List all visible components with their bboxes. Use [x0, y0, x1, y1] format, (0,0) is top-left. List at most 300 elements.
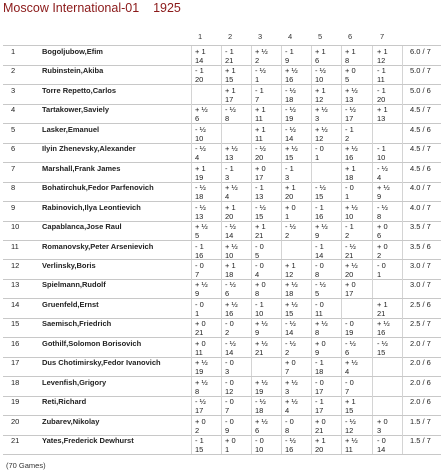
- player-name: Zubarev,Nikolay: [42, 416, 100, 426]
- column-divider: [402, 299, 403, 318]
- column-divider: [191, 65, 192, 84]
- opponent-number: 6: [255, 425, 260, 435]
- round-result: - ½: [285, 222, 296, 232]
- round-result: + 1: [315, 47, 326, 56]
- round-result: - ½: [345, 105, 356, 115]
- opponent-number: 18: [345, 172, 354, 182]
- round-result: - ½: [285, 319, 296, 329]
- column-divider: [221, 143, 222, 162]
- column-divider: [341, 163, 342, 182]
- column-divider: [311, 182, 312, 201]
- column-divider: [372, 260, 373, 279]
- column-divider: [372, 377, 373, 396]
- round-result: + 0: [285, 202, 296, 212]
- round-result: - 1: [315, 241, 324, 251]
- round-result: - ½: [255, 202, 266, 212]
- rank: 11: [11, 241, 19, 251]
- round-result: + 1: [285, 260, 296, 270]
- round-result: + ½: [255, 319, 268, 329]
- column-divider: [402, 104, 403, 123]
- opponent-number: 14: [285, 133, 294, 143]
- column-divider: [402, 435, 403, 454]
- round-result: - 0: [377, 436, 386, 445]
- round-result: + 1: [377, 299, 388, 309]
- column-header: 7: [380, 32, 385, 41]
- column-divider: [341, 318, 342, 337]
- column-divider: [221, 377, 222, 396]
- opponent-number: 8: [255, 289, 260, 299]
- column-divider: [372, 85, 373, 104]
- player-name: Dus Chotimirsky,Fedor Ivanovich: [42, 358, 161, 368]
- column-divider: [311, 416, 312, 435]
- player-name: Rubinstein,Akiba: [42, 66, 104, 76]
- column-divider: [191, 299, 192, 318]
- round-result: - 0: [315, 377, 324, 387]
- round-result: + 1: [345, 47, 356, 56]
- opponent-number: 12: [377, 56, 386, 65]
- player-name: Saemisch,Friedrich: [42, 319, 112, 329]
- round-result: + ½: [315, 319, 328, 329]
- opponent-number: 7: [345, 386, 350, 396]
- rank: 10: [11, 222, 20, 232]
- round-result: + ½: [255, 416, 268, 426]
- opponent-number: 15: [285, 153, 294, 163]
- opponent-number: 15: [225, 75, 234, 85]
- column-divider: [402, 357, 403, 376]
- round-result: + ½: [285, 280, 298, 290]
- column-divider: [402, 202, 403, 221]
- total-score: 4.0 / 7: [410, 183, 431, 193]
- opponent-number: 19: [195, 172, 204, 182]
- opponent-number: 6: [377, 231, 382, 241]
- round-result: + 1: [315, 85, 326, 95]
- table-row: [0, 396, 444, 415]
- column-divider: [311, 318, 312, 337]
- opponent-number: 14: [315, 250, 324, 260]
- opponent-number: 1: [345, 192, 350, 202]
- opponent-number: 4: [377, 172, 382, 182]
- column-divider: [341, 241, 342, 260]
- rank: 7: [11, 163, 16, 173]
- table-row: [0, 221, 444, 240]
- column-divider: [191, 221, 192, 240]
- round-result: - ½: [255, 397, 266, 407]
- round-result: + ½: [195, 222, 208, 232]
- opponent-number: 13: [377, 114, 386, 124]
- column-divider: [311, 357, 312, 376]
- round-result: + ½: [225, 241, 238, 251]
- opponent-number: 21: [225, 56, 234, 65]
- column-divider: [251, 143, 252, 162]
- round-result: + ½: [255, 338, 268, 348]
- player-name: Tartakower,Saviely: [42, 105, 109, 115]
- round-result: - 1: [315, 358, 324, 368]
- column-divider: [372, 279, 373, 298]
- round-result: + 1: [195, 163, 206, 173]
- column-header: 2: [228, 32, 233, 41]
- opponent-number: 21: [195, 328, 204, 338]
- round-result: - 0: [195, 260, 204, 270]
- total-score: 5.0 / 6: [410, 85, 431, 95]
- round-result: - 0: [345, 319, 354, 329]
- column-header: 3: [258, 32, 263, 41]
- round-result: - 0: [255, 260, 264, 270]
- round-result: - 1: [315, 202, 324, 212]
- column-divider: [311, 202, 312, 221]
- column-divider: [402, 241, 403, 260]
- opponent-number: 20: [195, 75, 204, 85]
- column-divider: [402, 124, 403, 143]
- round-result: + ½: [195, 105, 208, 115]
- round-result: + 1: [255, 105, 266, 115]
- column-divider: [281, 279, 282, 298]
- column-divider: [221, 299, 222, 318]
- opponent-number: 16: [345, 153, 354, 163]
- round-result: + ½: [345, 436, 358, 445]
- table-row: [0, 318, 444, 337]
- rank: 5: [11, 124, 16, 134]
- table-row: [0, 416, 444, 435]
- column-divider: [372, 221, 373, 240]
- column-header: 1: [198, 32, 203, 41]
- column-divider: [281, 338, 282, 357]
- round-result: + 0: [315, 338, 326, 348]
- column-divider: [221, 279, 222, 298]
- round-result: + 0: [195, 416, 206, 426]
- column-divider: [311, 241, 312, 260]
- round-result: - ½: [195, 183, 206, 193]
- rank: 3: [11, 85, 16, 95]
- opponent-number: 2: [285, 347, 290, 357]
- column-divider: [281, 241, 282, 260]
- round-result: - 1: [285, 47, 294, 56]
- round-result: + 0: [195, 319, 206, 329]
- column-divider: [191, 163, 192, 182]
- rank: 2: [11, 66, 16, 76]
- column-divider: [311, 260, 312, 279]
- round-result: + ½: [225, 183, 238, 193]
- column-divider: [251, 260, 252, 279]
- opponent-number: 2: [377, 250, 382, 260]
- column-divider: [341, 279, 342, 298]
- rank: 19: [11, 397, 20, 407]
- column-divider: [341, 299, 342, 318]
- opponent-number: 21: [255, 347, 264, 357]
- round-result: - 0: [255, 436, 264, 445]
- column-divider: [221, 46, 222, 65]
- table-row: [0, 85, 444, 104]
- round-result: - ½: [377, 163, 388, 173]
- round-result: + 0: [195, 338, 206, 348]
- column-divider: [341, 143, 342, 162]
- opponent-number: 8: [315, 328, 320, 338]
- rank: 6: [11, 144, 16, 154]
- round-result: + 1: [377, 47, 388, 56]
- column-divider: [311, 377, 312, 396]
- opponent-number: 11: [377, 75, 385, 85]
- table-row: [0, 104, 444, 123]
- column-divider: [372, 46, 373, 65]
- round-result: - ½: [315, 183, 326, 193]
- column-divider: [341, 338, 342, 357]
- column-divider: [341, 104, 342, 123]
- column-divider: [372, 143, 373, 162]
- opponent-number: 15: [195, 445, 204, 454]
- total-score: 2.0 / 6: [410, 377, 431, 387]
- round-result: + 1: [225, 85, 236, 95]
- table-row: [0, 182, 444, 201]
- opponent-number: 10: [377, 153, 386, 163]
- column-divider: [341, 124, 342, 143]
- opponent-number: 2: [345, 231, 350, 241]
- opponent-number: 1: [285, 211, 290, 221]
- column-divider: [372, 163, 373, 182]
- round-result: - 1: [195, 241, 204, 251]
- round-result: - 0: [285, 416, 294, 426]
- opponent-number: 8: [315, 269, 320, 279]
- opponent-number: 7: [255, 94, 260, 104]
- round-result: - ½: [285, 85, 296, 95]
- opponent-number: 17: [315, 386, 324, 396]
- opponent-number: 13: [225, 153, 234, 163]
- column-divider: [341, 357, 342, 376]
- table-row: [0, 357, 444, 376]
- column-divider: [311, 338, 312, 357]
- round-result: - 0: [377, 260, 386, 270]
- opponent-number: 8: [225, 114, 230, 124]
- opponent-number: 7: [225, 406, 230, 416]
- player-name: Rabinovich,Ilya Leontievich: [42, 202, 141, 212]
- column-divider: [251, 182, 252, 201]
- column-divider: [281, 124, 282, 143]
- opponent-number: 14: [285, 328, 294, 338]
- opponent-number: 2: [255, 56, 260, 65]
- total-score: 4.5 / 6: [410, 163, 431, 173]
- round-result: - ½: [225, 105, 236, 115]
- column-divider: [402, 46, 403, 65]
- opponent-number: 17: [195, 406, 204, 416]
- round-result: + 0: [345, 66, 356, 76]
- column-divider: [251, 104, 252, 123]
- total-score: 4.5 / 7: [410, 144, 431, 154]
- round-result: - 1: [225, 163, 234, 173]
- round-result: + 0: [345, 280, 356, 290]
- opponent-number: 20: [315, 445, 324, 454]
- round-result: + 0: [255, 163, 266, 173]
- rank: 12: [11, 260, 20, 270]
- round-result: - ½: [285, 338, 296, 348]
- opponent-number: 18: [195, 192, 204, 202]
- opponent-number: 21: [377, 308, 386, 318]
- games-count: (70 Games): [6, 461, 46, 470]
- opponent-number: 4: [285, 406, 290, 416]
- opponent-number: 9: [315, 347, 320, 357]
- round-result: - ½: [225, 280, 236, 290]
- column-divider: [221, 357, 222, 376]
- rank: 9: [11, 202, 16, 212]
- round-result: + 1: [225, 66, 236, 76]
- round-result: + 0: [255, 280, 266, 290]
- round-result: + ½: [285, 66, 298, 76]
- round-result: + ½: [225, 299, 238, 309]
- opponent-number: 3: [285, 172, 290, 182]
- column-divider: [281, 182, 282, 201]
- column-divider: [372, 65, 373, 84]
- column-divider: [311, 85, 312, 104]
- column-divider: [372, 182, 373, 201]
- round-result: + ½: [195, 280, 208, 290]
- column-divider: [191, 260, 192, 279]
- column-divider: [281, 104, 282, 123]
- opponent-number: 20: [377, 94, 386, 104]
- opponent-number: 4: [345, 367, 350, 377]
- opponent-number: 10: [345, 211, 354, 221]
- opponent-number: 15: [377, 347, 386, 357]
- column-divider: [341, 377, 342, 396]
- opponent-number: 6: [195, 114, 200, 124]
- rank: 4: [11, 105, 16, 115]
- column-divider: [251, 396, 252, 415]
- column-divider: [402, 396, 403, 415]
- column-divider: [311, 299, 312, 318]
- column-divider: [372, 357, 373, 376]
- player-name: Bohatirchuk,Fedor Parfenovich: [42, 183, 154, 193]
- opponent-number: 4: [225, 192, 230, 202]
- table-row: [0, 65, 444, 84]
- opponent-number: 5: [255, 250, 260, 260]
- table-row: [0, 299, 444, 318]
- opponent-number: 17: [345, 289, 354, 299]
- column-divider: [341, 182, 342, 201]
- round-result: - ½: [345, 241, 356, 251]
- player-name: Bogoljubow,Efim: [42, 47, 103, 56]
- round-result: - 0: [225, 377, 234, 387]
- opponent-number: 13: [195, 211, 204, 221]
- column-divider: [311, 435, 312, 454]
- opponent-number: 17: [315, 406, 324, 416]
- opponent-number: 3: [315, 114, 320, 124]
- opponent-number: 9: [225, 425, 230, 435]
- round-result: - 0: [255, 241, 264, 251]
- column-divider: [341, 46, 342, 65]
- column-divider: [191, 396, 192, 415]
- column-divider: [341, 221, 342, 240]
- column-divider: [221, 202, 222, 221]
- opponent-number: 3: [225, 367, 230, 377]
- table-row: [0, 260, 444, 279]
- round-result: - ½: [195, 202, 206, 212]
- column-divider: [191, 85, 192, 104]
- total-score: 4.5 / 6: [410, 124, 431, 134]
- rank: 16: [11, 338, 20, 348]
- opponent-number: 16: [315, 211, 324, 221]
- round-result: - 1: [255, 85, 264, 95]
- opponent-number: 11: [255, 133, 263, 143]
- opponent-number: 3: [377, 425, 382, 435]
- opponent-number: 17: [345, 114, 354, 124]
- column-divider: [311, 163, 312, 182]
- total-score: 3.5 / 7: [410, 222, 431, 232]
- round-result: - 1: [255, 299, 264, 309]
- opponent-number: 21: [345, 250, 354, 260]
- opponent-number: 20: [345, 269, 354, 279]
- rank: 1: [11, 47, 16, 56]
- opponent-number: 3: [225, 172, 230, 182]
- round-result: - 1: [225, 47, 234, 56]
- round-result: - 1: [377, 144, 386, 154]
- round-result: + ½: [377, 183, 390, 193]
- round-result: - ½: [285, 436, 296, 445]
- round-result: - ½: [285, 124, 296, 134]
- opponent-number: 1: [195, 308, 200, 318]
- opponent-number: 12: [315, 94, 324, 104]
- column-divider: [281, 318, 282, 337]
- column-divider: [281, 163, 282, 182]
- column-divider: [311, 279, 312, 298]
- round-result: - 1: [195, 436, 204, 445]
- column-divider: [191, 416, 192, 435]
- column-divider: [251, 416, 252, 435]
- column-divider: [281, 416, 282, 435]
- player-name: Gothilf,Solomon Borisovich: [42, 338, 142, 348]
- player-name: Verlinsky,Boris: [42, 260, 96, 270]
- round-result: - 1: [377, 85, 386, 95]
- opponent-number: 5: [345, 75, 350, 85]
- column-divider: [402, 182, 403, 201]
- opponent-number: 19: [345, 328, 354, 338]
- round-result: - ½: [225, 338, 236, 348]
- round-result: + ½: [315, 222, 328, 232]
- round-result: - ½: [195, 397, 206, 407]
- opponent-number: 15: [315, 192, 324, 202]
- total-score: 2.0 / 6: [410, 397, 431, 407]
- opponent-number: 1: [315, 153, 320, 163]
- opponent-number: 11: [345, 445, 353, 454]
- player-name: Marshall,Frank James: [42, 163, 121, 173]
- opponent-number: 6: [225, 289, 230, 299]
- column-divider: [402, 416, 403, 435]
- round-result: + 0: [377, 416, 388, 426]
- column-divider: [221, 65, 222, 84]
- opponent-number: 2: [195, 425, 200, 435]
- opponent-number: 2: [285, 231, 290, 241]
- column-divider: [191, 357, 192, 376]
- round-result: + ½: [345, 144, 358, 154]
- round-result: + 1: [225, 202, 236, 212]
- column-divider: [341, 85, 342, 104]
- rank: 18: [11, 377, 20, 387]
- round-result: + 1: [285, 183, 296, 193]
- round-result: + 0: [315, 416, 326, 426]
- rank: 8: [11, 183, 16, 193]
- column-divider: [191, 182, 192, 201]
- table-row: [0, 377, 444, 396]
- round-result: - 1: [195, 66, 204, 76]
- column-divider: [341, 435, 342, 454]
- round-result: - ½: [315, 66, 326, 76]
- opponent-number: 8: [377, 211, 382, 221]
- rank: 14: [11, 299, 20, 309]
- column-divider: [221, 241, 222, 260]
- round-result: + 1: [315, 436, 326, 445]
- opponent-number: 2: [225, 328, 230, 338]
- opponent-number: 16: [285, 75, 294, 85]
- round-result: + ½: [345, 202, 358, 212]
- table-row: [0, 163, 444, 182]
- opponent-number: 11: [195, 347, 203, 357]
- round-result: - 1: [345, 124, 354, 134]
- round-result: + ½: [345, 260, 358, 270]
